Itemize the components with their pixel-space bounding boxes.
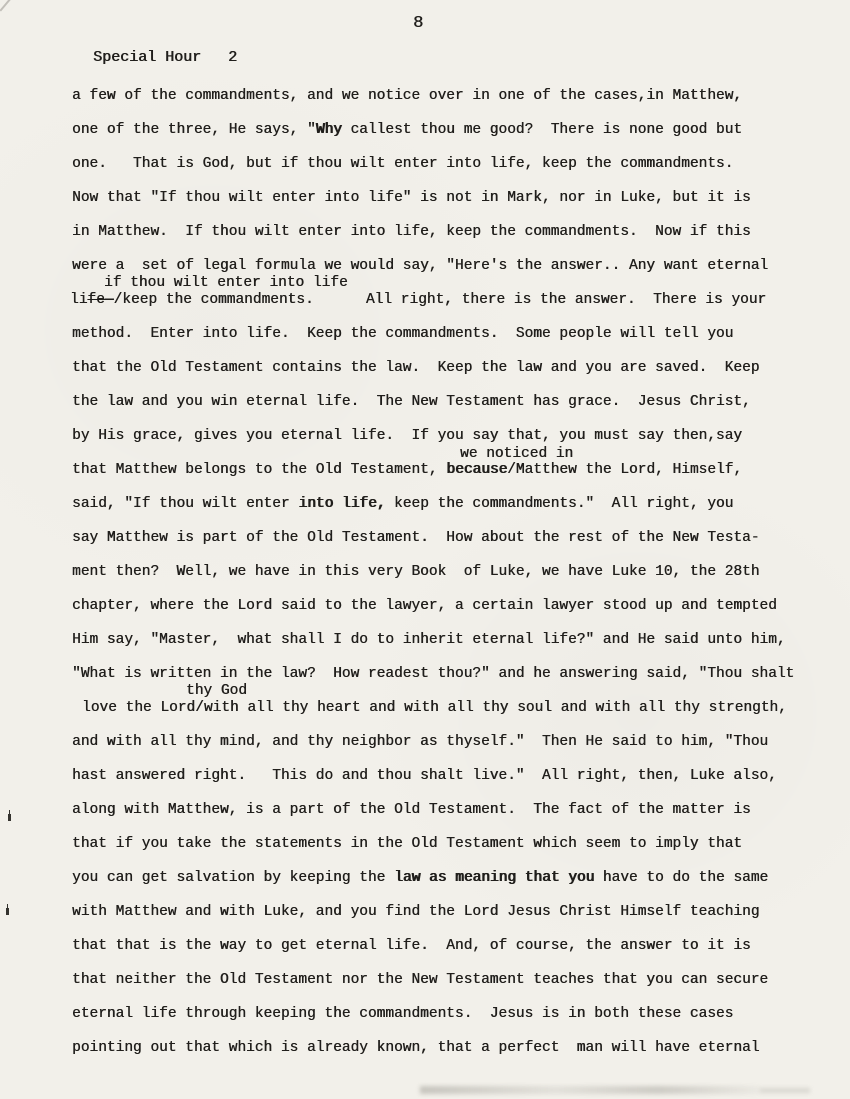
text-segment: that Matthew belongs to the Old Testament,	[72, 462, 447, 478]
scan-artifact-smudge	[760, 1088, 810, 1093]
text-segment: callest thou me good? There is none good but	[341, 122, 743, 138]
overstruck-text: law as meaning that you	[393, 870, 595, 886]
text-line: along with Matthew, is a part of the Old Testament. The fact of the matter is	[72, 802, 751, 818]
text-segment: one of the three, He says, "	[72, 122, 316, 138]
overstruck-text: because	[446, 462, 508, 478]
text-segment: said, "If thou wilt enter	[72, 496, 299, 512]
text-line: say Matthew is part of the Old Testament. How about the rest of the New Testa-	[72, 530, 760, 546]
text-segment: keep the commandments." All right, you	[385, 496, 734, 512]
text-line: ment then? Well, we have in this very Book of Luke, we have Luke 10, the 28th	[72, 564, 760, 580]
text-line: love the Lord/with all thy heart and with all thy soul and with all thy strength,	[82, 700, 787, 716]
struck-out-text: fe—	[87, 292, 114, 308]
text-line: a few of the commandments, and we notice over in one of the cases,in Matthew,	[72, 88, 743, 104]
text-line: pointing out that which is already known, that a perfect man will have eternal	[72, 1040, 760, 1056]
text-line: and with all thy mind, and thy neighbor as thyself." Then He said to him, "Thou	[72, 734, 769, 750]
text-line	[72, 460, 742, 480]
text-line: Now that "If thou wilt enter into life" is not in Mark, nor in Luke, but it is	[72, 190, 751, 206]
text-segment: have to do the same	[594, 870, 769, 886]
text-line: Him say, "Master, what shall I do to inherit eternal life?" and He said unto him,	[72, 632, 786, 648]
text-line: that neither the Old Testament nor the New Testament teaches that you can secure	[72, 972, 769, 988]
text-line: in Matthew. If thou wilt enter into life, keep the commandments. Now if this	[72, 224, 751, 240]
margin-mark	[6, 908, 9, 915]
text-segment: li	[70, 292, 88, 308]
text-line: that that is the way to get eternal life. And, of course, the answer to it is	[72, 938, 751, 954]
text-line	[70, 290, 766, 310]
text-line: one. That is God, but if thou wilt enter into life, keep the commandments.	[72, 156, 734, 172]
text-line: by His grace, gives you eternal life. If you say that, you must say then,say	[72, 428, 743, 444]
page-number: 8	[413, 14, 424, 33]
text-line: "What is written in the law? How readest thou?" and he answering said, "Thou shalt	[72, 666, 795, 682]
text-segment: you can get salvation by keeping the	[72, 870, 394, 886]
text-line: that the Old Testament contains the law. Keep the law and you are saved. Keep	[72, 360, 760, 376]
interlinear-insertion: thy God	[186, 683, 247, 699]
text-segment: /keep the commandments. All right, there is the answer. There is your	[113, 292, 767, 308]
overstruck-text: into life,	[298, 496, 386, 512]
text-line: eternal life through keeping the commandments. Jesus is in both these cases	[72, 1006, 734, 1022]
text-segment: /Matthew the Lord, Himself,	[507, 462, 743, 478]
text-line: chapter, where the Lord said to the lawyer, a certain lawyer stood up and tempted	[72, 598, 777, 614]
text-line	[72, 868, 768, 888]
text-line: hast answered right. This do and thou shalt live." All right, then, Luke also,	[72, 768, 777, 784]
scan-artifact-smudge	[420, 1086, 760, 1094]
page-header: Special Hour 2	[93, 49, 238, 66]
overstruck-text: Why	[315, 122, 342, 138]
text-line: method. Enter into life. Keep the commandments. Some people will tell you	[72, 326, 734, 342]
text-line: that if you take the statements in the Old Testament which seem to imply that	[72, 836, 743, 852]
text-line	[72, 120, 742, 140]
interlinear-insertion: we noticed in	[460, 446, 574, 462]
text-line	[72, 494, 733, 514]
text-line: with Matthew and with Luke, and you find the Lord Jesus Christ Himself teaching	[72, 904, 760, 920]
text-line: the law and you win eternal life. The New Testament has grace. Jesus Christ,	[72, 394, 751, 410]
margin-mark	[8, 814, 11, 821]
interlinear-insertion: if thou wilt enter into life	[104, 275, 348, 291]
text-line: were a set of legal formula we would say, "Here's the answer.. Any want eternal	[72, 258, 769, 274]
